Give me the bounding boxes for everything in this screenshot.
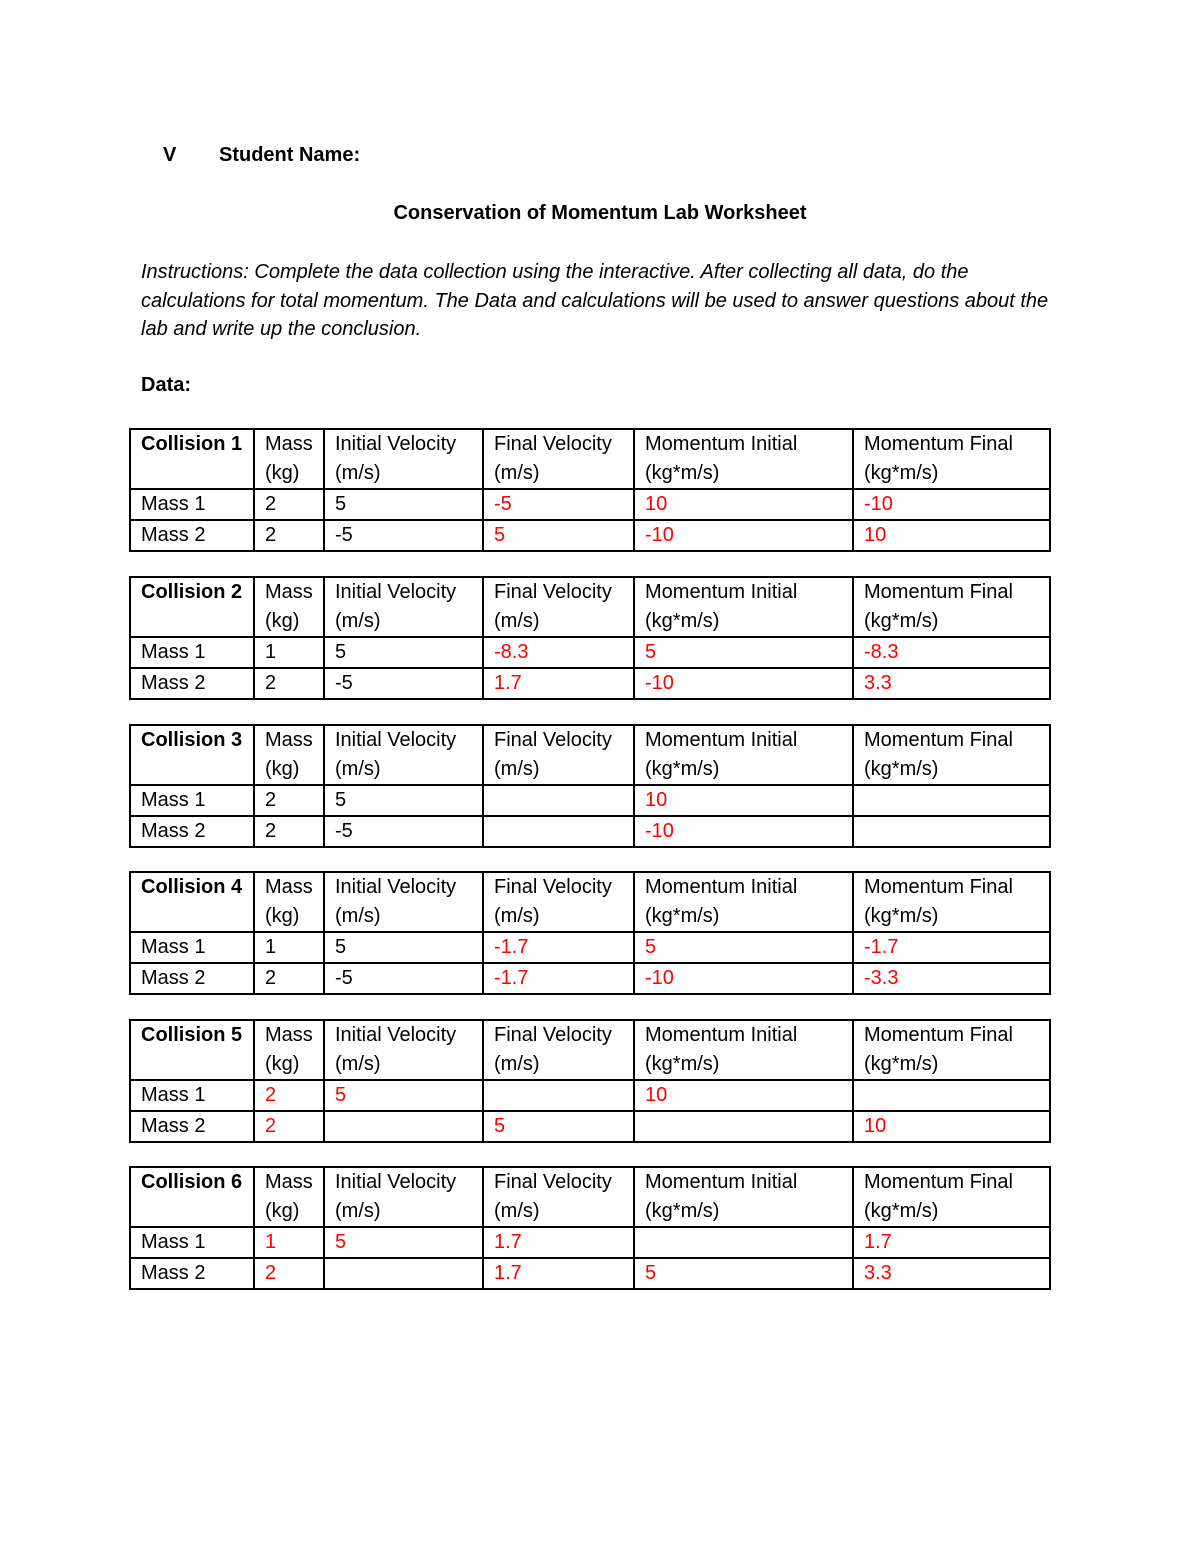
header-final-velocity [483,1167,634,1227]
header-final-velocity-line2: (m/s) [494,1053,540,1075]
table-row [130,963,1050,994]
row-label: Mass 1 [130,1080,254,1111]
collision-name: Collision 6 [130,1167,254,1227]
header-momentum-final-line2: (kg*m/s) [864,905,939,927]
cell-mass: 1 [254,1227,324,1258]
cell-momentum-initial: -10 [634,963,853,994]
header-mass [254,1020,324,1080]
header-momentum-final-line2: (kg*m/s) [864,462,939,484]
header-initial-velocity [324,1167,483,1227]
header-initial-velocity-line2: (m/s) [335,610,381,632]
cell-final-velocity: -5 [483,489,634,520]
cell-mass: 1 [254,932,324,963]
header-final-velocity [483,429,634,489]
cell-momentum-final: 3.3 [853,1258,1050,1289]
cell-initial-velocity: 5 [324,1080,483,1111]
header-initial-velocity-line2: (m/s) [335,1053,381,1075]
cell-initial-velocity: 5 [324,489,483,520]
table-row [130,1227,1050,1258]
header-initial-velocity [324,1020,483,1080]
header-momentum-initial-line2: (kg*m/s) [645,758,720,780]
cell-final-velocity: 1.7 [483,1227,634,1258]
row-label: Mass 2 [130,520,254,551]
header-initial-velocity-line1: Initial Velocity [335,729,457,751]
cell-mass: 1 [254,637,324,668]
header-final-velocity-line2: (m/s) [494,905,540,927]
data-heading: Data: [141,374,192,396]
cell-momentum-initial: 10 [634,1080,853,1111]
collision-name: Collision 2 [130,577,254,637]
header-initial-velocity [324,577,483,637]
table-row [130,932,1050,963]
cell-final-velocity: 5 [483,520,634,551]
collision-table-6 [129,1166,1051,1290]
header-momentum-initial-line1: Momentum Initial [645,1024,798,1046]
table-header-row [130,872,1050,932]
header-momentum-final-line1: Momentum Final [864,876,1013,898]
cell-mass: 2 [254,520,324,551]
header-mass-line2: (kg) [265,1053,300,1075]
table-header-row [130,429,1050,489]
row-label: Mass 1 [130,637,254,668]
header-initial-velocity-line1: Initial Velocity [335,581,457,603]
header-mass-line2: (kg) [265,1200,300,1222]
cell-initial-velocity: 5 [324,932,483,963]
cell-momentum-final: -10 [853,489,1050,520]
cell-mass: 2 [254,489,324,520]
cell-initial-velocity: -5 [324,816,483,847]
cell-momentum-initial: 10 [634,785,853,816]
student-name-line [163,144,360,167]
header-momentum-initial [634,429,853,489]
cell-mass: 2 [254,1111,324,1142]
row-label: Mass 2 [130,816,254,847]
header-momentum-initial [634,872,853,932]
header-momentum-final [853,429,1050,489]
header-mass [254,872,324,932]
header-momentum-final-line1: Momentum Final [864,729,1013,751]
header-initial-velocity [324,429,483,489]
row-label: Mass 2 [130,963,254,994]
header-momentum-initial-line1: Momentum Initial [645,876,798,898]
header-initial-velocity-line2: (m/s) [335,905,381,927]
cell-momentum-initial: 5 [634,1258,853,1289]
row-label: Mass 1 [130,1227,254,1258]
header-momentum-final [853,725,1050,785]
cell-mass: 2 [254,1080,324,1111]
header-final-velocity [483,577,634,637]
instructions-text: Instructions: Complete the data collection using the interactive. After collecting all data, do the calculations for total momentum. The Data and calculations will be used to answer questions about the lab and write up the conclusion. [141,261,1049,340]
header-final-velocity-line2: (m/s) [494,758,540,780]
header-momentum-initial [634,1020,853,1080]
header-prefix: V [163,144,177,166]
header-mass-line1: Mass [265,433,313,455]
cell-momentum-initial: 5 [634,932,853,963]
cell-final-velocity: 5 [483,1111,634,1142]
table-row [130,489,1050,520]
header-momentum-final-line1: Momentum Final [864,433,1013,455]
cell-initial-velocity: -5 [324,963,483,994]
cell-initial-velocity [324,1258,483,1289]
header-momentum-final-line2: (kg*m/s) [864,1200,939,1222]
cell-momentum-initial [634,1111,853,1142]
cell-final-velocity: -8.3 [483,637,634,668]
cell-initial-velocity: 5 [324,637,483,668]
cell-final-velocity: -1.7 [483,963,634,994]
table-row [130,520,1050,551]
header-mass-line1: Mass [265,1024,313,1046]
header-momentum-initial [634,577,853,637]
cell-momentum-final: 1.7 [853,1227,1050,1258]
cell-momentum-final: 10 [853,1111,1050,1142]
cell-initial-velocity: -5 [324,668,483,699]
cell-mass: 2 [254,963,324,994]
header-momentum-final [853,1020,1050,1080]
header-momentum-final-line2: (kg*m/s) [864,758,939,780]
header-initial-velocity [324,872,483,932]
cell-mass: 2 [254,668,324,699]
collision-name: Collision 1 [130,429,254,489]
header-mass [254,725,324,785]
row-label: Mass 1 [130,785,254,816]
cell-final-velocity [483,816,634,847]
cell-momentum-final: 3.3 [853,668,1050,699]
header-final-velocity-line2: (m/s) [494,462,540,484]
cell-initial-velocity: 5 [324,1227,483,1258]
table-row [130,668,1050,699]
header-final-velocity [483,872,634,932]
header-final-velocity-line2: (m/s) [494,1200,540,1222]
header-momentum-final-line2: (kg*m/s) [864,610,939,632]
cell-momentum-initial: 5 [634,637,853,668]
header-momentum-initial-line2: (kg*m/s) [645,1200,720,1222]
header-momentum-initial-line1: Momentum Initial [645,729,798,751]
header-final-velocity-line1: Final Velocity [494,729,612,751]
header-final-velocity [483,1020,634,1080]
cell-initial-velocity [324,1111,483,1142]
cell-momentum-final: -1.7 [853,932,1050,963]
student-name-label: Student Name: [219,144,361,166]
cell-initial-velocity: -5 [324,520,483,551]
collision-table-1 [129,428,1051,552]
row-label: Mass 1 [130,932,254,963]
header-mass-line2: (kg) [265,462,300,484]
header-mass-line2: (kg) [265,758,300,780]
header-initial-velocity [324,725,483,785]
header-mass [254,429,324,489]
table-row [130,637,1050,668]
header-momentum-final-line1: Momentum Final [864,1171,1013,1193]
table-header-row [130,577,1050,637]
cell-momentum-initial: -10 [634,816,853,847]
header-mass-line1: Mass [265,729,313,751]
header-initial-velocity-line2: (m/s) [335,462,381,484]
header-momentum-initial [634,725,853,785]
header-final-velocity-line2: (m/s) [494,610,540,632]
header-momentum-final-line1: Momentum Final [864,1024,1013,1046]
collision-name: Collision 5 [130,1020,254,1080]
cell-final-velocity: 1.7 [483,1258,634,1289]
table-row [130,785,1050,816]
header-mass-line1: Mass [265,876,313,898]
header-mass-line1: Mass [265,1171,313,1193]
cell-mass: 2 [254,785,324,816]
cell-final-velocity [483,1080,634,1111]
cell-momentum-initial: -10 [634,668,853,699]
cell-momentum-final: -8.3 [853,637,1050,668]
row-label: Mass 1 [130,489,254,520]
cell-initial-velocity: 5 [324,785,483,816]
header-mass-line2: (kg) [265,610,300,632]
cell-momentum-final [853,785,1050,816]
header-momentum-final [853,577,1050,637]
cell-momentum-initial [634,1227,853,1258]
table-row [130,1258,1050,1289]
row-label: Mass 2 [130,668,254,699]
header-momentum-final [853,872,1050,932]
header-final-velocity-line1: Final Velocity [494,876,612,898]
table-row [130,1111,1050,1142]
collision-name: Collision 3 [130,725,254,785]
header-momentum-final-line2: (kg*m/s) [864,1053,939,1075]
header-initial-velocity-line1: Initial Velocity [335,876,457,898]
header-mass [254,577,324,637]
cell-final-velocity: 1.7 [483,668,634,699]
table-header-row [130,725,1050,785]
page-title: Conservation of Momentum Lab Worksheet [393,202,807,224]
header-momentum-initial-line1: Momentum Initial [645,1171,798,1193]
header-final-velocity-line1: Final Velocity [494,1171,612,1193]
header-mass [254,1167,324,1227]
header-momentum-initial [634,1167,853,1227]
row-label: Mass 2 [130,1258,254,1289]
row-label: Mass 2 [130,1111,254,1142]
table-row [130,816,1050,847]
collision-table-2 [129,576,1051,700]
cell-momentum-final: 10 [853,520,1050,551]
cell-final-velocity [483,785,634,816]
header-final-velocity-line1: Final Velocity [494,433,612,455]
table-header-row [130,1167,1050,1227]
header-mass-line2: (kg) [265,905,300,927]
cell-momentum-final [853,816,1050,847]
header-momentum-initial-line1: Momentum Initial [645,433,798,455]
collision-table-5 [129,1019,1051,1143]
cell-momentum-initial: 10 [634,489,853,520]
header-momentum-final [853,1167,1050,1227]
collision-table-4 [129,871,1051,995]
header-initial-velocity-line1: Initial Velocity [335,1024,457,1046]
header-momentum-initial-line2: (kg*m/s) [645,1053,720,1075]
header-momentum-initial-line1: Momentum Initial [645,581,798,603]
cell-momentum-initial: -10 [634,520,853,551]
header-final-velocity-line1: Final Velocity [494,581,612,603]
collision-table-3 [129,724,1051,848]
collision-name: Collision 4 [130,872,254,932]
header-final-velocity [483,725,634,785]
table-row [130,1080,1050,1111]
cell-mass: 2 [254,816,324,847]
header-initial-velocity-line2: (m/s) [335,758,381,780]
header-final-velocity-line1: Final Velocity [494,1024,612,1046]
header-initial-velocity-line1: Initial Velocity [335,433,457,455]
table-header-row [130,1020,1050,1080]
header-mass-line1: Mass [265,581,313,603]
header-momentum-initial-line2: (kg*m/s) [645,905,720,927]
header-momentum-final-line1: Momentum Final [864,581,1013,603]
cell-mass: 2 [254,1258,324,1289]
cell-momentum-final: -3.3 [853,963,1050,994]
header-initial-velocity-line2: (m/s) [335,1200,381,1222]
cell-final-velocity: -1.7 [483,932,634,963]
header-initial-velocity-line1: Initial Velocity [335,1171,457,1193]
header-momentum-initial-line2: (kg*m/s) [645,462,720,484]
cell-momentum-final [853,1080,1050,1111]
header-momentum-initial-line2: (kg*m/s) [645,610,720,632]
